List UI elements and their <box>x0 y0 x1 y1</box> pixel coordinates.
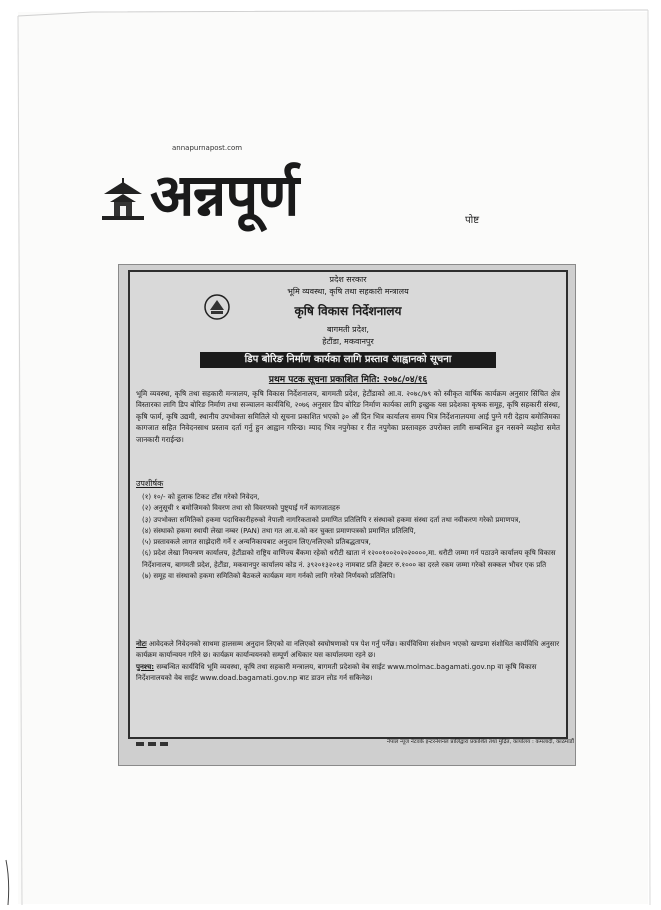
newspaper-masthead: अन्नपूर्ण <box>150 161 299 229</box>
notice-notes <box>136 639 560 684</box>
gov-line-2: भूमि व्यवस्था, कृषि तथा सहकारी मन्त्रालय <box>287 287 409 296</box>
condition-item: (१) १०/- को हुलाक टिकट टाँस गरेको निवेदन, <box>142 493 260 501</box>
condition-item: (४) संस्थाको हकमा स्थायी लेखा नम्बर (PAN) तथा गत आ.व.को कर चुक्ता प्रमाणपत्रको प्रमाणित प्रतिलिपि, <box>142 526 416 535</box>
province-line: बागमती प्रदेश, <box>327 325 369 334</box>
printer-footer: नेपाल न्यूज नेटवर्क इन्टरनेशनल प्रालिद्वारा प्रकाशित तथा मुद्रित, कार्यालय : कमलादी, काठमाडौं <box>387 739 574 745</box>
temple-logo-icon <box>100 178 146 222</box>
postscript-text: सम्बन्धित कार्यविधि भूमि व्यवस्था, कृषि तथा सहकारी मन्त्रालय, बागमती प्रदेशको वेब साईट www.molmac.bagamati.gov.np वा कृषि विकास निर्देशनालयको वेब साईट www.doad.bagamati.gov.np बाट डाउन लोड गर्न सकिनेछ। <box>136 662 537 682</box>
notice-title: डिप बोरिङ निर्माण कार्यका लागि प्रस्ताव आह्वानको सूचना <box>200 352 496 368</box>
condition-item: (३) उपभोक्ता समितिको हकमा पदाधिकारीहरुको नेपाली नागरिकताको प्रमाणित प्रतिलिपि र संस्थाको हकमा संस्था दर्ता तथा नवीकरण गरेको प्रमाणपत्र, <box>142 515 521 524</box>
location-line: हेटौंडा, मकवानपुर <box>322 337 374 346</box>
notice-box <box>128 270 568 739</box>
condition-item: (२) अनुसूची १ बमोजिमको विवरण तथा सो विवरणको पुष्ट्याई गर्ने कागजातहरु <box>142 504 340 513</box>
condition-item: (७) समूह वा संस्थाको हकमा समितिको बैठकले कार्यक्रम माग गर्नको लागि गरेको निर्णयको प्रतिलिपि। <box>142 572 396 581</box>
site-url: annapurnapost.com <box>172 144 243 152</box>
gov-line-1: प्रदेश सरकार <box>329 275 367 284</box>
office-name: कृषि विकास निर्देशनालय <box>294 304 402 318</box>
notice-body: भूमि व्यवस्था, कृषि तथा सहकारी मन्त्रालय, कृषि विकास निर्देशनालय, बागमती प्रदेश, हेटौंडाको आ.व. २०७८/७९ को स्वीकृत वार्षिक कार्यक्रम अनुसार सिंचित क्षेत्र विस्तारका लागि डिप बोरिङ निर्माण तथा सञ्चालन कार्यविधि, २०७६ अनुसार डिप बोरिङ निर्माण कार्यका लागि इच्छुक यस प्रदेशका कृषक समूह, कृषि सहकारी संस्था, कृषि फार्म, कृषि उद्यमी, स्थानीय उपभोक्ता समितिले यो सूचना प्रकाशित भएको ३० औं दिन भित्र कार्यालय समय भित्र निर्देशनालयमा आई पुग्ने गरी देहाय बमोजिमका कागजात सहित निवेदनसाथ प्रस्ताव दर्ता गर्नु हुन आह्वान गरिन्छ। म्याद भित्र नपुगेका र रीत नपुगेका प्रस्तावहरु उपरोक्त लागि सम्बन्धित हुन नसक्ने व्यहोरा समेत जानकारी गराईन्छ। <box>136 389 560 444</box>
masthead-suffix: पोष्ट <box>465 215 480 226</box>
postscript-label: पुनश्च: <box>136 662 155 671</box>
conditions-heading: उपशीर्षक <box>136 479 164 488</box>
footer-dashes <box>136 742 196 746</box>
note-label: नोटः <box>136 640 147 648</box>
note-row <box>136 639 560 662</box>
publication-date: प्रथम पटक सूचना प्रकाशित मिति: २०७८/०४/१६ <box>268 375 428 385</box>
postscript-row <box>136 662 560 685</box>
condition-item: (५) प्रस्तावकले लागत साझेदारी गर्ने र अन्यनिकायबाट अनुदान लिए/नलिएको प्रतिबद्धतापत्र, <box>142 538 371 547</box>
conditions-list <box>142 492 560 582</box>
condition-item: (६) प्रदेश लेखा नियन्त्रण कार्यालय, हेटौंडाको राष्ट्रिय वाणिज्य बैंकमा रहेको धरौटी खाता नं १२००१००२०२०२००००,मा. धरौटी जम्मा गर्न पठाउने कार्यालय कृषि विकास निर्देशनालय, बागमती प्रदेश, हेटौंडा, मकवानपुर कार्यालय कोड नं. ३९२०१३२०१३ नामबाट प्रति हेक्टर रु.१००० का दरले रकम जम्मा गरेको सक्कल भौचर एक प्रति <box>142 549 556 569</box>
note-text: आवेदकले निवेदनको साथमा हालसम्म अनुदान लिएको वा नलिएको स्वघोषणाको पत्र पेश गर्नु पर्नेछ। कार्यविधिमा संशोधन भएको खण्डमा संशोधित कार्यविधि अनुसार कार्यक्रम कार्यान्वयन गरिने छ। कार्यक्रम कार्यान्वयनको सम्पूर्ण अधिकार यस कार्यालयमा रहने छ। <box>136 640 560 660</box>
